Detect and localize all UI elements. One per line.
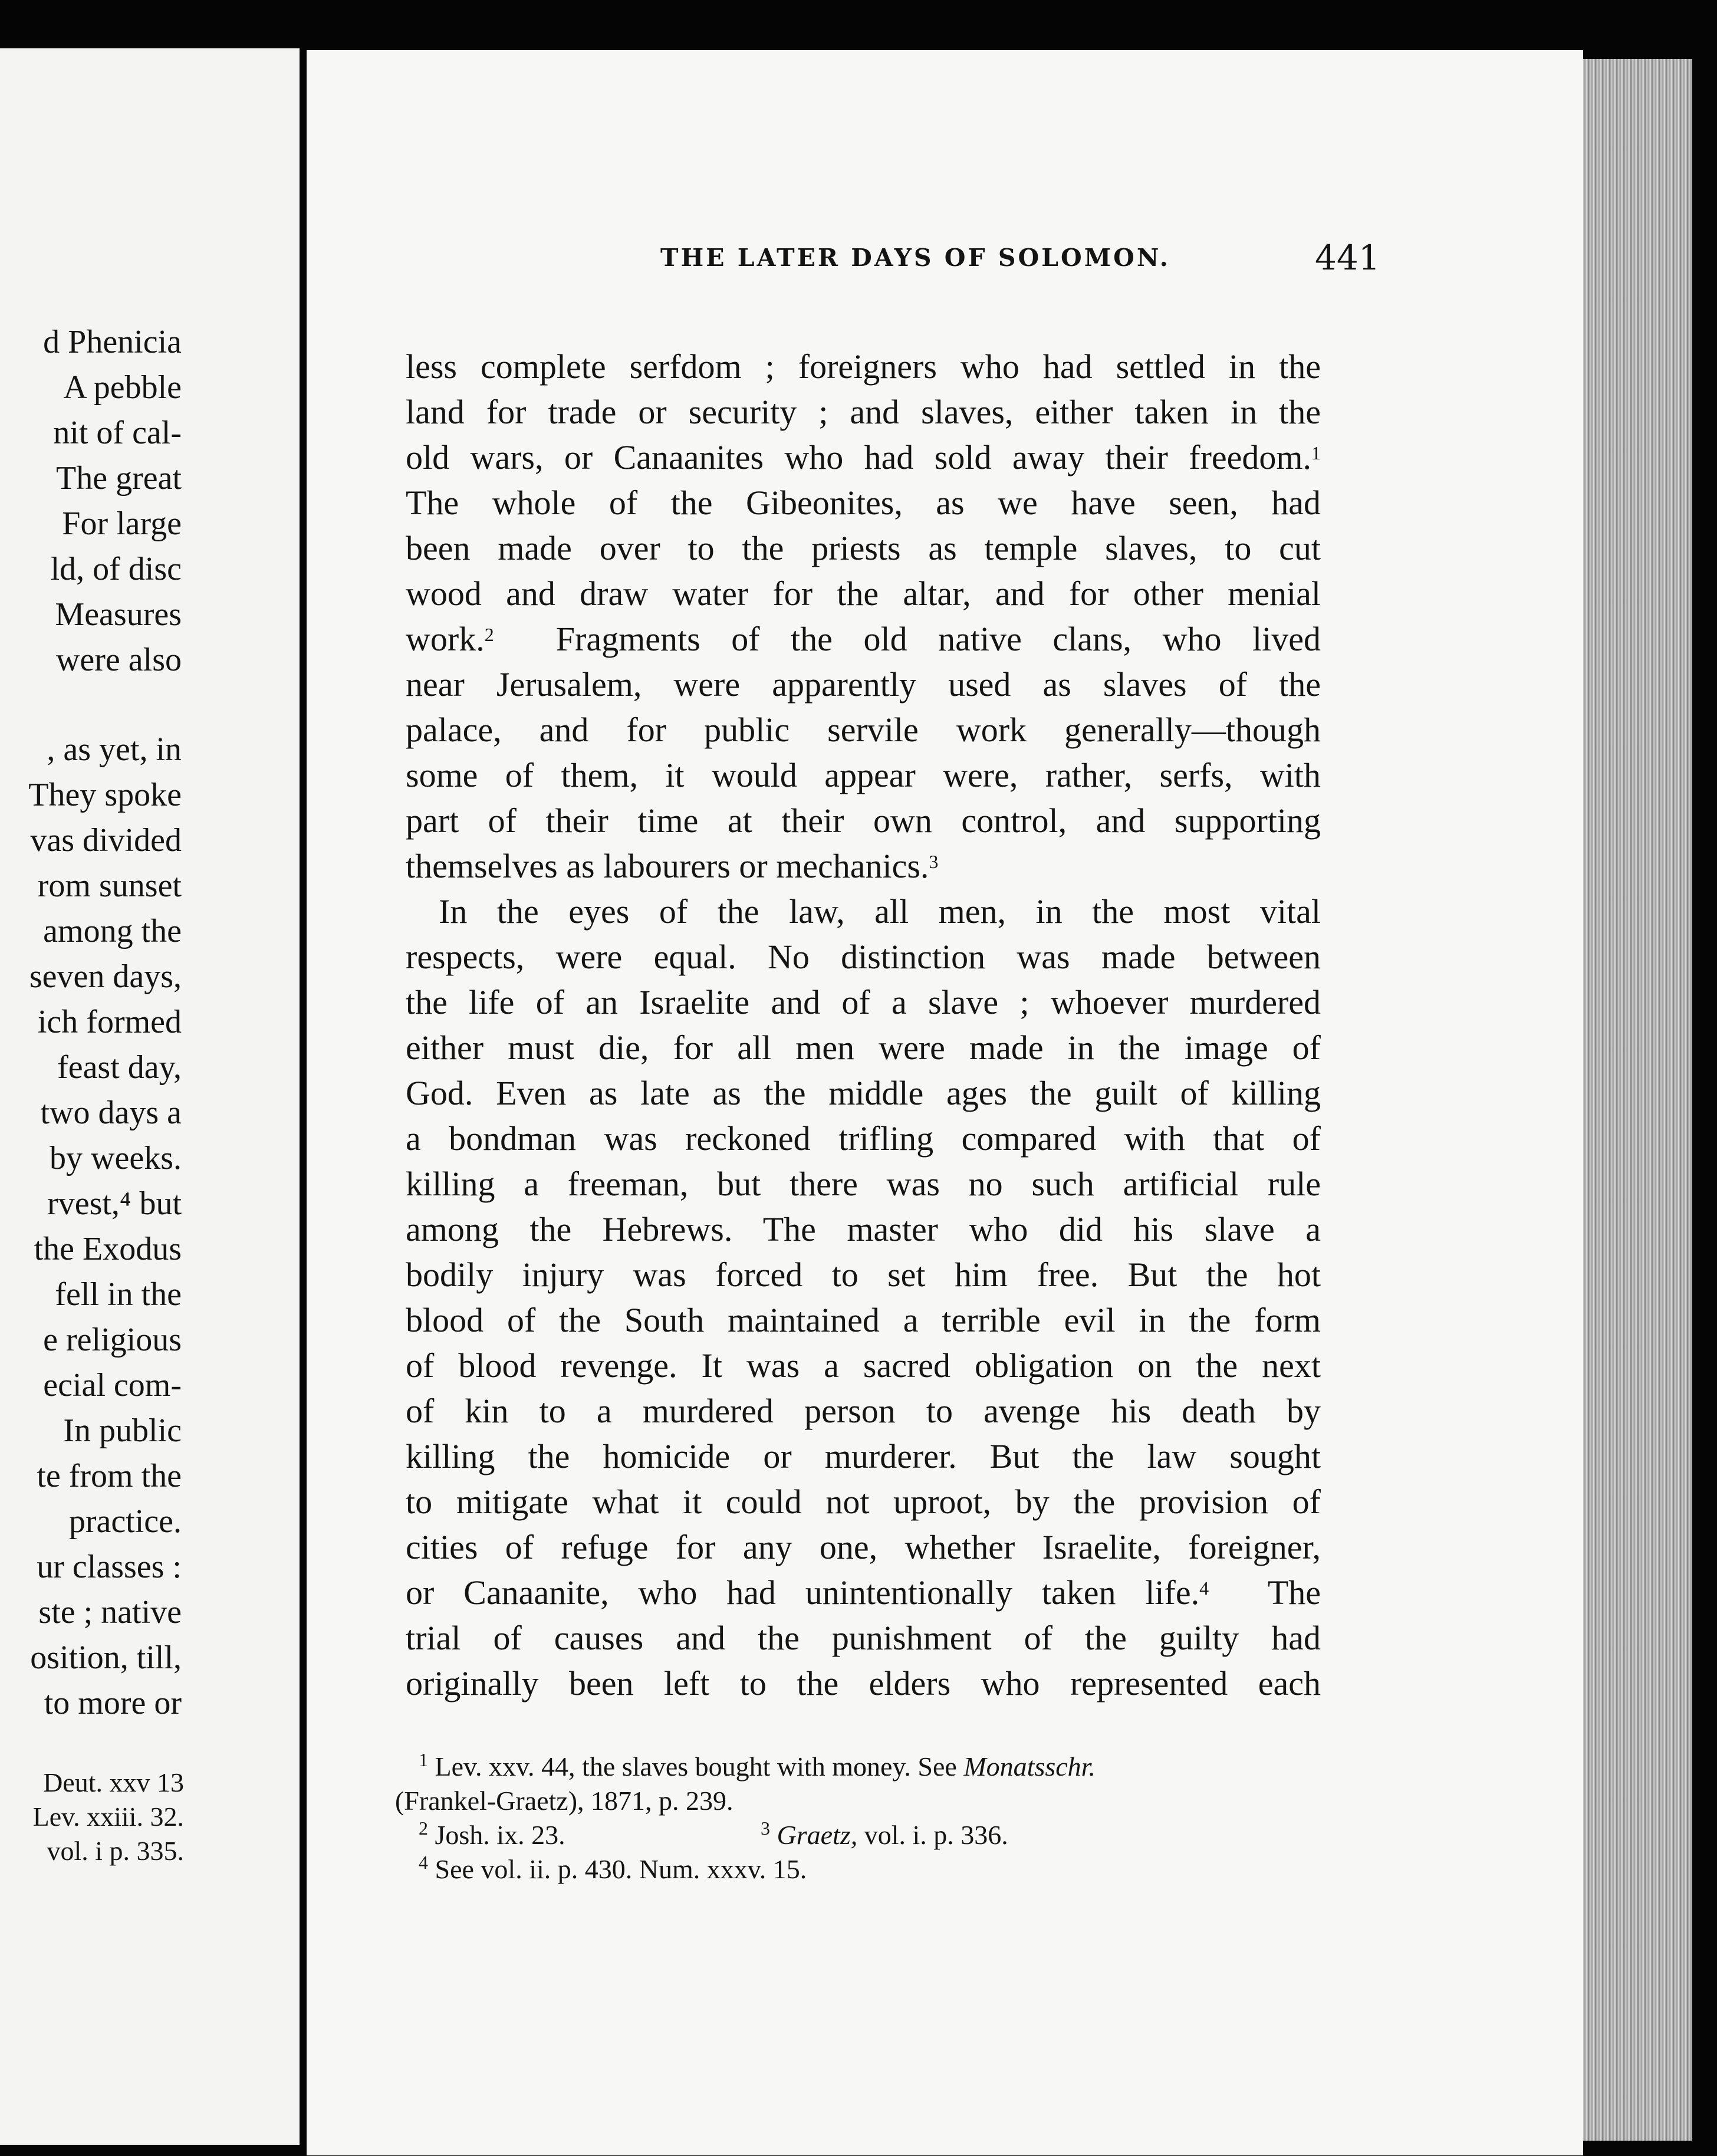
text-line: In the eyes of the law, all men, in the most vital	[439, 892, 1321, 931]
left-line: seven days,	[29, 958, 182, 995]
text-line: land for trade or security ; and slaves, either taken in the	[406, 393, 1321, 431]
footnote-ref: 4	[1199, 1577, 1209, 1599]
left-line: the Exodus	[34, 1231, 182, 1267]
left-line: , as yet, in	[47, 731, 182, 768]
text-line: originally been left to the elders who represented each	[406, 1664, 1321, 1703]
text-line: respects, were equal. No distinction was made between	[406, 938, 1321, 976]
left-line: They spoke	[28, 777, 182, 813]
left-line: The great	[56, 460, 182, 497]
text-line: God. Even as late as the middle ages the guilt of killing	[406, 1074, 1321, 1112]
left-line: among the	[43, 913, 182, 949]
body-text	[406, 344, 1321, 1706]
running-title: THE LATER DAYS OF SOLOMON.	[660, 244, 1170, 272]
text-line: some of them, it would appear were, rather, serfs, with	[406, 756, 1321, 794]
text-line: less complete serfdom ; foreigners who had settled in the	[406, 347, 1321, 386]
text-line: old wars, or Canaanites who had sold away their freedom.$^1$	[406, 438, 1321, 476]
left-line: In public	[63, 1412, 182, 1449]
footnote-4: $^4$ See vol. ii. p. 430. Num. xxxv. 15.	[419, 1852, 807, 1884]
left-page-text	[0, 320, 182, 1726]
footnote-ref: 3	[929, 851, 939, 872]
text-line: part of their time at their own control, and supporting	[406, 801, 1321, 840]
text-line: work.$^2$ Fragments of the old native clans, who lived	[406, 620, 1321, 658]
left-line: were also	[55, 642, 182, 678]
text-line: themselves as labourers or mechanics.$^3$	[406, 847, 939, 885]
text-line: of kin to a murdered person to avenge his death by	[406, 1392, 1321, 1430]
left-line: ur classes :	[37, 1549, 182, 1585]
left-line: A pebble	[63, 369, 182, 406]
left-footnote: vol. i p. 335.	[47, 1836, 184, 1866]
text-line: among the Hebrews. The master who did his slave a	[406, 1210, 1321, 1248]
text-line: been made over to the priests as temple slaves, to cut	[406, 529, 1321, 567]
footnote-ref: 2	[484, 624, 494, 645]
footnote-2-3: $^2$ Josh. ix. 23. $^3$ Graetz, vol. i. p. 336.	[419, 1818, 1008, 1850]
text-line: blood of the South maintained a terrible evil in the form	[406, 1301, 1321, 1339]
page-number: 441	[1315, 238, 1380, 278]
text-line: trial of causes and the punishment of the guilty had	[406, 1619, 1321, 1657]
text-line: cities of refuge for any one, whether Israelite, foreigner,	[406, 1528, 1321, 1566]
text-line: killing the homicide or murderer. But the law sought	[406, 1437, 1321, 1475]
footnote-1: $^1$ Lev. xxv. 44, the slaves bought with money. See Monatsschr.	[419, 1749, 1096, 1782]
left-line: vas divided	[30, 822, 182, 859]
left-line-gap	[0, 683, 182, 727]
left-line: two days a	[40, 1095, 182, 1131]
right-page	[307, 50, 1583, 2155]
page-header	[307, 234, 1583, 281]
text-line: wood and draw water for the altar, and for other menial	[406, 574, 1321, 613]
left-line: rom sunset	[37, 867, 182, 904]
left-footnote: Lev. xxiii. 32.	[32, 1802, 184, 1832]
left-line: e religious	[43, 1322, 182, 1358]
left-page	[0, 48, 300, 2145]
left-line: practice.	[68, 1503, 182, 1540]
text-line: near Jerusalem, were apparently used as slaves of the	[406, 665, 1321, 704]
left-line: ld, of disc	[50, 551, 182, 587]
left-line: te from the	[37, 1458, 182, 1494]
text-line: to mitigate what it could not uproot, by the provision of	[406, 1483, 1321, 1521]
text-line: bodily injury was forced to set him free. But the hot	[406, 1256, 1321, 1294]
left-line: osition, till,	[30, 1639, 182, 1676]
text-line: the life of an Israelite and of a slave ; whoever murdered	[406, 983, 1321, 1021]
text-line: a bondman was reckoned trifling compared with that of	[406, 1119, 1321, 1158]
left-line: to more or	[44, 1685, 182, 1721]
left-line: feast day,	[57, 1049, 182, 1086]
text-line: killing a freeman, but there was no such artificial rule	[406, 1165, 1321, 1203]
left-line: fell in the	[55, 1276, 182, 1313]
left-line: ecial com-	[43, 1367, 182, 1404]
book-page-edges	[1583, 59, 1692, 2141]
text-line: either must die, for all men were made in the image of	[406, 1028, 1321, 1067]
text-line: The whole of the Gibeonites, as we have seen, had	[406, 484, 1321, 522]
left-line: by weeks.	[50, 1140, 182, 1176]
left-footnote: Deut. xxv 13	[43, 1767, 184, 1797]
left-line: ste ; native	[38, 1594, 182, 1631]
footnotes	[395, 1750, 1327, 1886]
footnote-ref: 1	[1311, 442, 1321, 464]
left-line: For large	[62, 505, 182, 542]
left-line: ich formed	[37, 1004, 182, 1040]
text-line: or Canaanite, who had unintentionally taken life.$^4$ The	[406, 1573, 1321, 1612]
left-page-footnotes	[0, 1766, 184, 1868]
text-line: of blood revenge. It was a sacred obligation on the next	[406, 1346, 1321, 1385]
footnote-1-continued: (Frankel-Graetz), 1871, p. 239.	[395, 1786, 733, 1816]
left-line: nit of cal-	[53, 415, 182, 451]
text-line: palace, and for public servile work generally—though	[406, 711, 1321, 749]
left-line: d Phenicia	[43, 324, 182, 360]
left-line: rvest,⁴ but	[47, 1185, 182, 1222]
left-line: Measures	[55, 596, 182, 633]
